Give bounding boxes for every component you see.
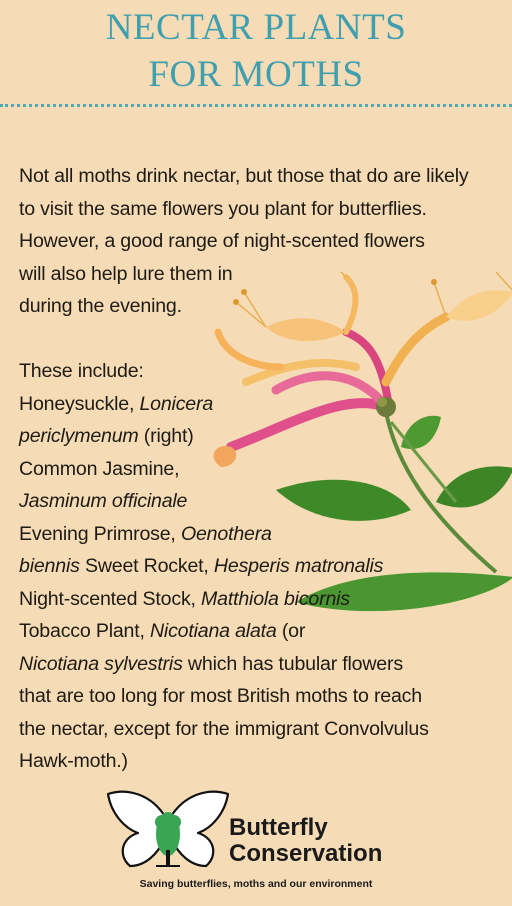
plant-latin-name: Nicotiana sylvestris — [19, 652, 183, 675]
intro-line-4: will also help lure them in — [19, 262, 233, 285]
plant-latin-name: biennis — [19, 555, 80, 577]
intro-line-2: to visit the same flowers you plant for butterflies. — [19, 197, 427, 220]
list-tail-line-3: Hawk-moth.) — [19, 750, 128, 772]
brand-name-line-2: Conservation — [229, 840, 383, 867]
list-line-primrose — [19, 518, 499, 551]
plant-common-name: Night-scented Stock, — [19, 587, 202, 610]
plant-common-name: Tobacco Plant, — [19, 620, 150, 642]
plant-latin-name: Jasminum officinale — [19, 490, 188, 512]
intro-line-5: during the evening. — [19, 295, 182, 317]
list-line-tobacco-alt — [19, 648, 499, 681]
brand-tagline: Saving butterflies, moths and our environment — [139, 878, 373, 890]
plant-common-name: Honeysuckle, — [19, 392, 140, 415]
list-tail-line-1: that are too long for most British moths to reach — [19, 685, 422, 707]
paragraph-gap — [19, 323, 499, 356]
list-line-honeysuckle-cont — [19, 420, 499, 453]
list-tail-line-2: the nectar, except for the immigrant Convolvulus — [19, 717, 429, 740]
title-line-2: FOR MOTHS — [148, 54, 364, 95]
plant-note: which has tubular flowers — [182, 652, 403, 675]
intro-line-3: However, a good range of night-scented flowers — [19, 230, 425, 252]
plant-latin-name: Hesperis matronalis — [213, 555, 384, 577]
list-line-stock — [19, 583, 499, 616]
plant-latin-name: periclymenum — [19, 425, 139, 447]
brand-name — [229, 815, 382, 867]
intro-line-1: Not all moths drink nectar, but those that do are likely — [19, 165, 469, 187]
list-line-tobacco — [19, 615, 499, 648]
plant-note: (right) — [138, 425, 194, 447]
plant-note: (or — [276, 620, 306, 642]
dotted-divider — [0, 104, 512, 107]
list-heading: These include: — [19, 360, 144, 382]
plant-latin-name: Nicotiana alata — [149, 620, 277, 642]
plant-latin-name: Lonicera — [139, 392, 214, 415]
plant-common-name: Sweet Rocket, — [79, 555, 214, 577]
brand-name-line-1: Butterfly — [229, 814, 328, 841]
plant-common-name: Evening Primrose, — [19, 522, 181, 545]
butterfly-tree-icon — [106, 788, 230, 870]
title-line-1: NECTAR PLANTS — [105, 7, 407, 48]
plant-latin-name: Oenothera — [180, 522, 272, 545]
plant-latin-name: Matthiola bicornis — [201, 587, 350, 610]
page-title — [0, 4, 512, 98]
list-line-honeysuckle — [19, 388, 499, 421]
body-text — [19, 160, 499, 778]
list-line-jasmine: Common Jasmine, — [19, 457, 180, 480]
list-line-jasmine-latin — [19, 485, 499, 518]
list-line-primrose-rocket — [19, 550, 499, 583]
